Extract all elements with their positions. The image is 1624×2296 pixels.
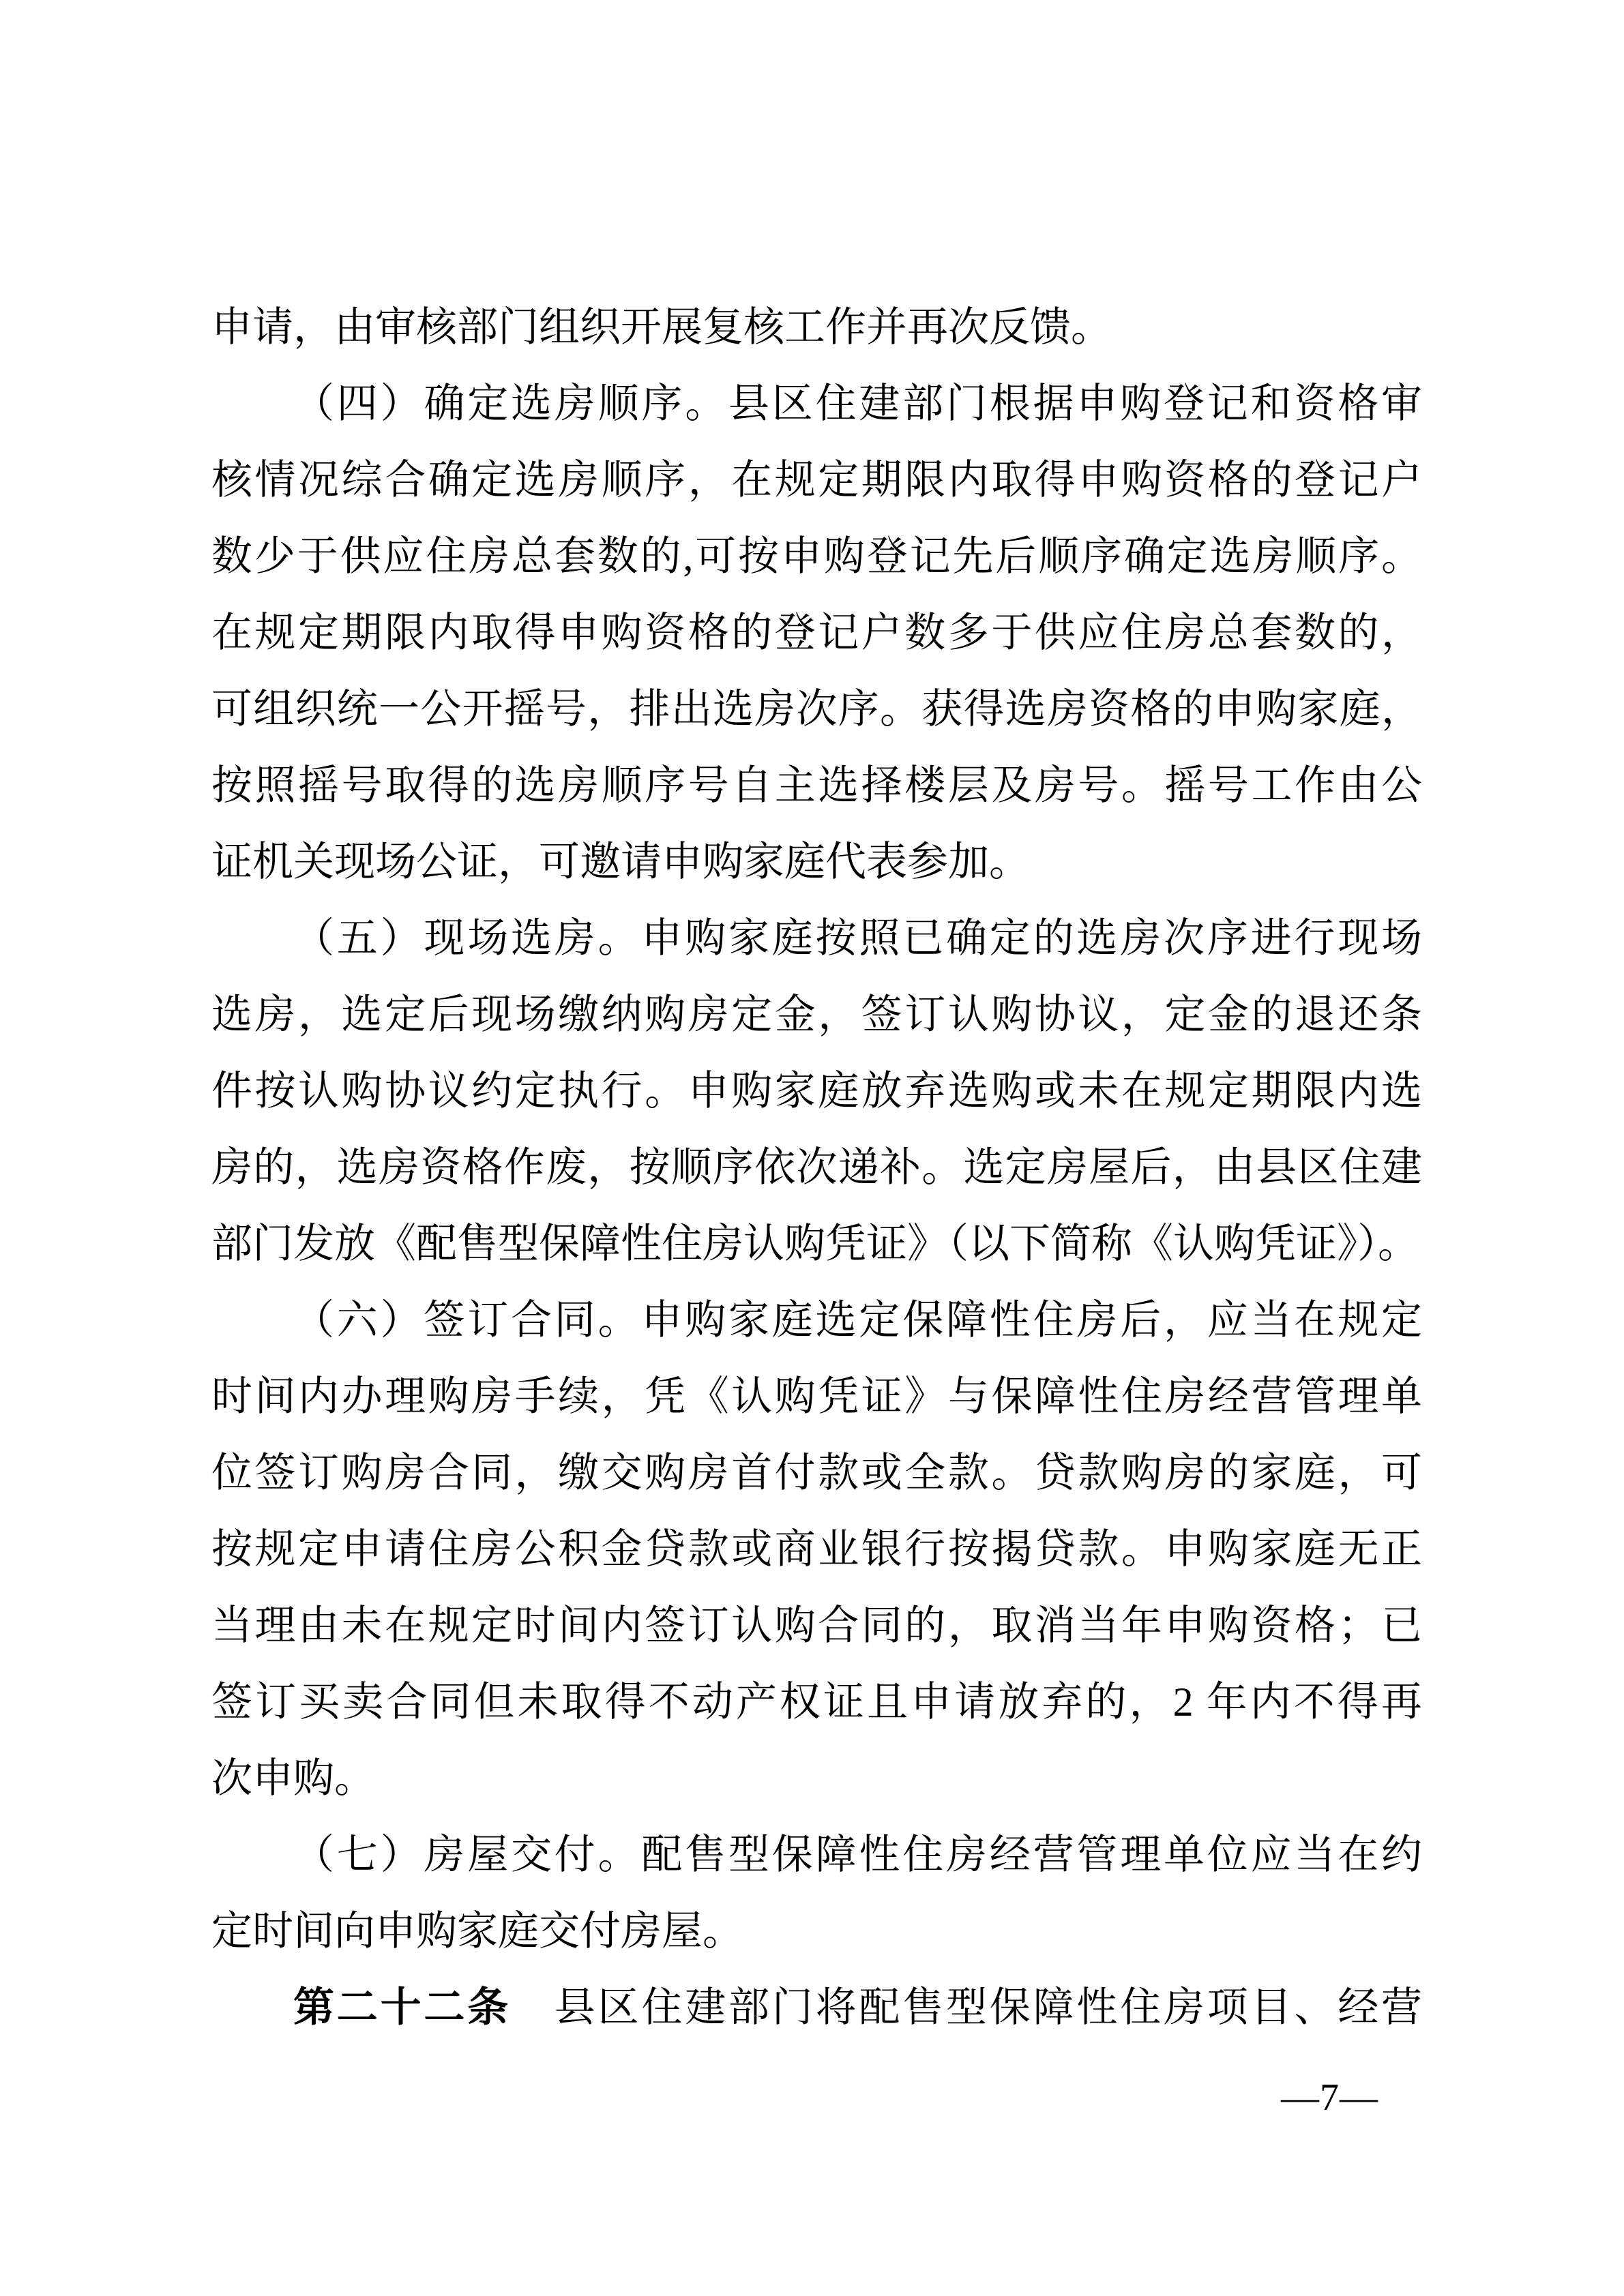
text-line: 部门发放《配售型保障性住房认购凭证》（以下简称《认购凭证》）。: [211, 1221, 1419, 1266]
text-line: 房的，选房资格作废，按顺序依次递补。选定房屋后，由县区住建: [211, 1145, 1422, 1190]
article-number: 第二十二条: [293, 1985, 511, 2030]
page-number: —7—: [1281, 2076, 1378, 2119]
text-line: 时间内办理购房手续，凭《认购凭证》与保障性住房经营管理单: [211, 1374, 1422, 1419]
text-line: 数少于供应住房总套数的,可按申购登记先后顺序确定选房顺序。: [211, 534, 1422, 579]
text-line: 第二十二条 县区住建部门将配售型保障性住房项目、经营: [293, 1985, 1422, 2030]
text-line: 当理由未在规定时间内签订认购合同的，取消当年申购资格；已: [211, 1603, 1422, 1648]
text-line: （四）确定选房顺序。县区住建部门根据申购登记和资格审: [293, 381, 1422, 426]
text-line: 核情况综合确定选房顺序，在规定期限内取得申购资格的登记户: [211, 458, 1422, 503]
text-line: 次申购。: [211, 1756, 375, 1801]
text-line: 证机关现场公证，可邀请申购家庭代表参加。: [211, 839, 1030, 884]
document-body: [211, 289, 1422, 2046]
text-line: （六）签订合同。申购家庭选定保障性住房后，应当在规定: [293, 1298, 1422, 1343]
text-line: 申请，由审核部门组织开展复核工作并再次反馈。: [211, 305, 1112, 350]
text-line: 按照摇号取得的选房顺序号自主选择楼层及房号。摇号工作由公: [211, 763, 1422, 808]
text-line: 件按认购协议约定执行。申购家庭放弃选购或未在规定期限内选: [211, 1069, 1422, 1114]
text-line: 签订买卖合同但未取得不动产权证且申请放弃的，2 年内不得再: [211, 1680, 1422, 1725]
text-line: （七）房屋交付。配售型保障性住房经营管理单位应当在约: [293, 1832, 1422, 1877]
text-line: 在规定期限内取得申购资格的登记户数多于供应住房总套数的，: [211, 610, 1422, 655]
text-line: 按规定申请住房公积金贷款或商业银行按揭贷款。申购家庭无正: [211, 1527, 1422, 1572]
text-line: 可组织统一公开摇号，排出选房次序。获得选房资格的申购家庭，: [211, 687, 1422, 732]
text-line: （五）现场选房。申购家庭按照已确定的选房次序进行现场: [293, 916, 1422, 961]
text-line: 位签订购房合同，缴交购房首付款或全款。贷款购房的家庭，可: [211, 1450, 1422, 1495]
text-line: 定时间向申购家庭交付房屋。: [211, 1909, 743, 1954]
text-line: 选房，选定后现场缴纳购房定金，签订认购协议，定金的退还条: [211, 992, 1422, 1037]
